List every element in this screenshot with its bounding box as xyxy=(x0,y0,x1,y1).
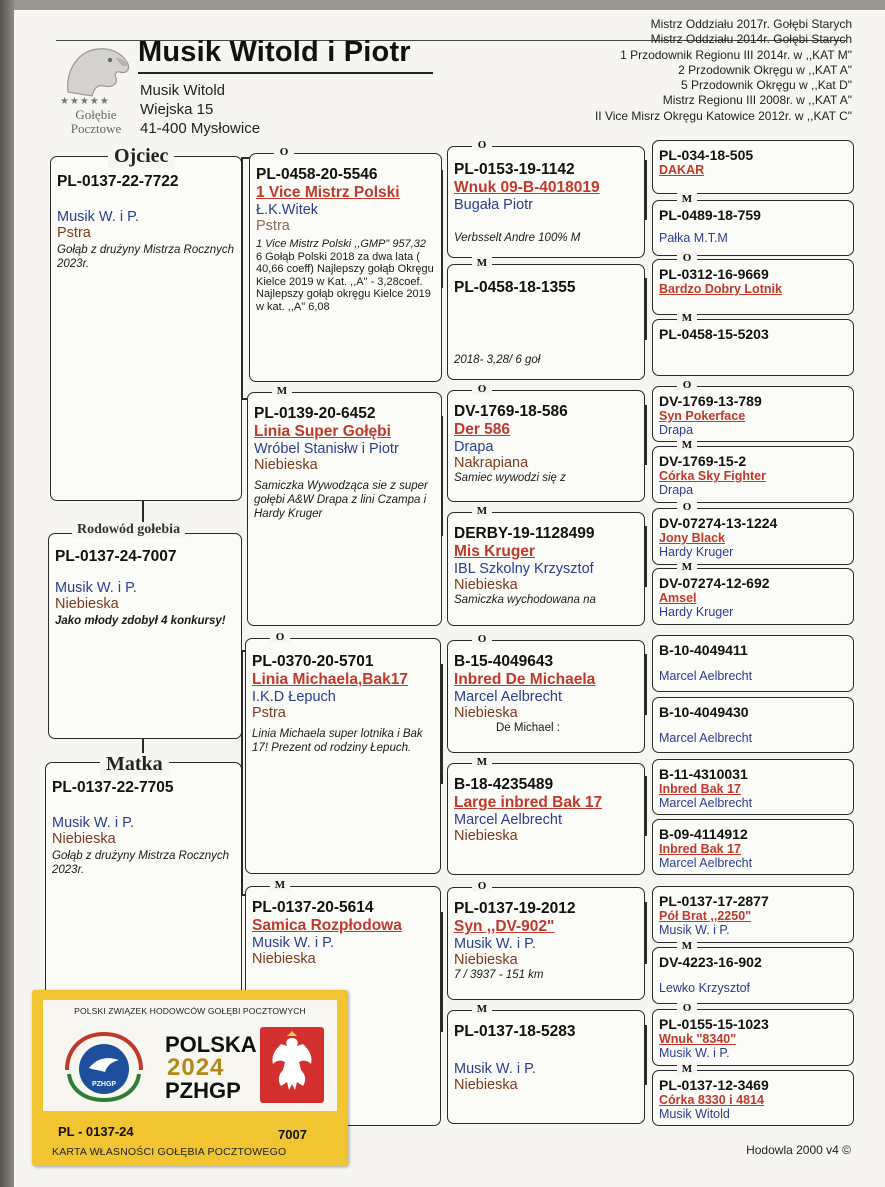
gen3-ring: DERBY-19-1128499 xyxy=(454,525,595,542)
gen2-desc: 1 Vice Mistrz Polski ,,GMP" 957,32 xyxy=(256,238,426,250)
gen3-card-3[interactable] xyxy=(447,383,645,502)
connector-line xyxy=(645,654,647,715)
gen2-ring: PL-0458-20-5546 xyxy=(256,166,378,183)
connector-line xyxy=(645,160,647,220)
female-marker: M xyxy=(472,257,492,269)
achievement-line: 1 Przodownik Regionu III 2014r. w ,,KAT M" xyxy=(620,47,852,62)
gen2-desc: Samiczka Wywodząca sie z super gołębi A&W Drapa z lini Czampa i Hardy Kruger xyxy=(254,480,428,520)
gen3-desc: Samiczka wychodowana na xyxy=(454,594,596,606)
gen3-desc: Samiec wywodzi się z xyxy=(454,472,566,484)
gen4-ring: PL-034-18-505 xyxy=(659,147,754,163)
gen4-card-15[interactable] xyxy=(652,1002,854,1066)
gen4-card-5[interactable] xyxy=(652,379,854,442)
gen3-color: Nakrapiana xyxy=(454,455,529,471)
gen4-ring: PL-0312-16-9669 xyxy=(659,266,769,282)
gen3-owner: Marcel Aelbrecht xyxy=(454,812,562,828)
connector-line xyxy=(645,278,647,340)
gen3-desc: Verbsselt Andre 100% M xyxy=(454,232,581,244)
gen4-card-11[interactable] xyxy=(652,759,854,815)
gen4-ring: PL-0155-15-1023 xyxy=(659,1016,769,1032)
gen3-nick: Syn ,,DV-902" xyxy=(454,918,555,935)
gen4-nick: Jony Black xyxy=(659,531,726,545)
gen4-card-14[interactable] xyxy=(652,940,854,1004)
gen3-color: Niebieska xyxy=(454,952,518,968)
achievement-line: 5 Przodownik Okręgu w ,,Kat D" xyxy=(681,78,852,93)
gen3-nick: Wnuk 09-B-4018019 xyxy=(454,179,600,196)
gen3-owner: Musik W. i P. xyxy=(454,1061,536,1077)
logo-text: Gołębie Pocztowe xyxy=(70,107,122,136)
male-marker: O xyxy=(472,633,492,645)
gen4-card-3[interactable] xyxy=(652,252,854,315)
gen3-card-1[interactable] xyxy=(447,139,645,258)
gen2-owner: Musik W. i P. xyxy=(252,935,334,951)
gen4-card-9[interactable] xyxy=(652,635,854,692)
gen4-card-13[interactable] xyxy=(652,886,854,943)
achievement-line: Mistrz Oddziału 2014r. Gołębi Starych xyxy=(650,32,852,47)
gen3-nick: Mis Kruger xyxy=(454,543,535,560)
gen4-owner: Marcel Aelbrecht xyxy=(659,669,753,683)
female-marker: M xyxy=(677,1063,697,1075)
pigeon-ring: PL-0137-24-7007 xyxy=(55,548,177,565)
pigeon-card[interactable] xyxy=(48,533,242,739)
gen3-owner: Marcel Aelbrecht xyxy=(454,689,562,705)
gen4-owner: Drapa xyxy=(659,423,694,437)
gen2-ring: PL-0370-20-5701 xyxy=(252,653,374,670)
card-ring-number: 7007 xyxy=(278,1127,307,1142)
father-color: Pstra xyxy=(57,225,91,241)
female-marker: M xyxy=(472,1003,492,1015)
male-marker: O xyxy=(677,1002,697,1014)
gen3-color: Niebieska xyxy=(454,1077,518,1093)
gen3-color: Niebieska xyxy=(454,705,518,721)
gen3-card-4[interactable] xyxy=(447,505,645,626)
card-panel xyxy=(43,1000,337,1111)
achievement-line: Mistrz Regionu III 2008r. w ,,KAT A" xyxy=(662,93,852,108)
gen3-ring: B-15-4049643 xyxy=(454,653,554,670)
gen3-color: Niebieska xyxy=(454,577,518,593)
gen4-ring: B-09-4114912 xyxy=(659,826,748,842)
gen4-owner: Drapa xyxy=(659,483,694,497)
pigeon-owner: Musik W. i P. xyxy=(55,580,137,596)
connector-line xyxy=(645,776,647,836)
gen3-ring: B-18-4235489 xyxy=(454,776,554,793)
female-marker: M xyxy=(677,561,697,573)
male-marker: O xyxy=(472,139,492,151)
gen3-desc: 7 / 3937 - 151 km xyxy=(454,969,544,981)
gen4-card-16[interactable] xyxy=(652,1063,854,1126)
gen3-ring: PL-0153-19-1142 xyxy=(454,161,575,178)
gen4-owner: Hardy Kruger xyxy=(659,605,734,619)
achievements-list xyxy=(595,17,852,124)
gen2-color: Pstra xyxy=(252,705,286,721)
mother-color: Niebieska xyxy=(52,831,116,847)
logo-stars: ★★★★★ xyxy=(60,96,110,107)
gen2-owner: Wróbel Stanisłw i Piotr xyxy=(254,441,399,457)
gen4-nick: Wnuk "8340" xyxy=(659,1032,737,1046)
gen4-ring: DV-1769-13-789 xyxy=(659,393,762,409)
gen4-ring: DV-1769-15-2 xyxy=(659,453,747,469)
gen4-card-6[interactable] xyxy=(652,439,854,503)
owner-address xyxy=(140,81,260,138)
polish-eagle-icon xyxy=(259,1026,325,1104)
gen3-nick: Der 586 xyxy=(454,421,511,438)
software-credit: Hodowla 2000 v4 © xyxy=(746,1143,851,1157)
male-marker: O xyxy=(677,379,697,391)
gen4-card-7[interactable] xyxy=(652,501,854,565)
female-marker: M xyxy=(472,756,492,768)
gen4-card-8[interactable] xyxy=(652,561,854,625)
gen4-ring: PL-0458-15-5203 xyxy=(659,326,769,342)
gen4-ring: B-11-4310031 xyxy=(659,766,748,782)
photo-edge-shadow xyxy=(0,0,14,1187)
gen4-card-1[interactable] xyxy=(652,140,854,194)
gen4-nick: Córka Sky Fighter xyxy=(659,469,766,483)
male-marker: O xyxy=(472,383,492,395)
gen2-nick: Linia Super Gołębi xyxy=(254,423,391,440)
gen4-nick: Amsel xyxy=(659,591,697,605)
gen4-nick: Córka 8330 i 4814 xyxy=(659,1093,764,1107)
eagle-head-icon xyxy=(56,40,136,100)
female-marker: M xyxy=(677,439,697,451)
male-marker: O xyxy=(677,501,697,513)
gen3-desc: 2018- 3,28/ 6 goł xyxy=(454,354,541,366)
gen4-nick: Inbred Bak 17 xyxy=(659,842,741,856)
male-marker: O xyxy=(274,146,294,158)
father-owner: Musik W. i P. xyxy=(57,209,139,225)
male-marker: O xyxy=(472,880,492,892)
gen4-ring: DV-4223-16-902 xyxy=(659,954,762,970)
gen2-card-1[interactable] xyxy=(249,146,442,382)
gen3-ring: PL-0458-18-1355 xyxy=(454,279,576,296)
connector-line xyxy=(441,912,443,1032)
gen3-desc: De Michael : xyxy=(496,722,560,734)
gen4-nick: Bardzo Dobry Lotnik xyxy=(659,282,782,296)
gen4-ring: PL-0137-17-2877 xyxy=(659,893,769,909)
gen3-owner: Musik W. i P. xyxy=(454,936,536,952)
gen2-nick: Samica Rozpłodowa xyxy=(252,917,402,934)
gen2-desc: Linia Michaela super lotnika i Bak 17! Prezent od rodziny Łepuch. xyxy=(252,728,423,754)
gen3-owner: IBL Szkolny Krzysztof xyxy=(454,561,594,577)
gen4-ring: PL-0137-12-3469 xyxy=(659,1077,769,1093)
gen4-owner: Musik W. i P. xyxy=(659,923,730,937)
gen3-owner: Drapa xyxy=(454,439,494,455)
gen4-owner: Marcel Aelbrecht xyxy=(659,731,753,745)
gen2-color: Niebieska xyxy=(252,951,316,967)
gen2-color: Pstra xyxy=(256,218,290,234)
pigeon-desc: Jako młody zdobył 4 konkursy! xyxy=(55,615,226,627)
gen4-owner: Musik Witold xyxy=(659,1107,730,1121)
father-card[interactable] xyxy=(50,156,242,501)
gen4-ring: DV-07274-13-1224 xyxy=(659,515,778,531)
gen2-nick: Linia Michaela,Bak17 xyxy=(252,671,408,688)
owner-name: Musik Witold xyxy=(140,82,226,99)
gen4-owner: Lewko Krzysztof xyxy=(659,981,751,995)
gen3-card-8[interactable] xyxy=(447,1003,645,1124)
male-marker: O xyxy=(677,252,697,264)
connector-line xyxy=(645,405,647,465)
logo-badge-text: PZHGP xyxy=(91,1081,117,1088)
owner-street: Wiejska 15 xyxy=(140,101,214,118)
gen2-owner: Ł.K.Witek xyxy=(256,202,319,218)
gen3-ring: PL-0137-18-5283 xyxy=(454,1023,576,1040)
gen4-nick: Syn Pokerface xyxy=(659,409,746,423)
female-marker: M xyxy=(677,312,697,324)
father-label: Ojciec xyxy=(108,145,174,168)
gen4-owner: Musik W. i P. xyxy=(659,1046,730,1060)
pigeon-color: Niebieska xyxy=(55,596,119,612)
gen4-owner: Marcel Aelbrecht xyxy=(659,856,753,870)
female-marker: M xyxy=(472,505,492,517)
pigeon-label: Rodowód gołebia xyxy=(72,522,185,538)
mother-label: Matka xyxy=(100,753,169,776)
gen3-nick: Large inbred Bak 17 xyxy=(454,794,603,811)
mother-owner: Musik W. i P. xyxy=(52,815,134,831)
gen2-desc-extra: 6 Gołąb Polski 2018 za dwa lata ( 40,66 coeff) Najlepszy gołąb Okręgu Kielce 2019 w Kat. ,,A" - 3,28coef. Najlepszy gołąb okręgu Kielce 2019 w kat. ,,A" 6,08 xyxy=(256,250,434,313)
gen4-nick: Pół Brat ,,2250" xyxy=(659,909,752,923)
achievement-line: Mistrz Oddziału 2017r. Gołębi Starych xyxy=(650,17,852,31)
achievement-line: II Vice Misrz Okręgu Katowice 2012r. w ,,KAT C" xyxy=(594,108,852,123)
gen3-card-5[interactable] xyxy=(447,633,645,753)
breeder-title: Musik Witold i Piotr xyxy=(138,36,411,68)
gen4-nick: Inbred Bak 17 xyxy=(659,782,741,796)
connector-line xyxy=(645,1025,647,1085)
gen3-ring: PL-0137-19-2012 xyxy=(454,900,576,917)
mother-card[interactable] xyxy=(45,762,242,1002)
mother-ring: PL-0137-22-7705 xyxy=(52,779,174,796)
male-marker: O xyxy=(270,631,290,643)
gen4-owner: Hardy Kruger xyxy=(659,545,734,559)
gen3-ring: DV-1769-18-586 xyxy=(454,403,568,420)
gen4-card-2[interactable] xyxy=(652,193,854,256)
father-desc: Gołąb z drużyny Mistrza Rocznych 2023r. xyxy=(57,244,235,270)
connector-line xyxy=(645,902,647,964)
gen3-card-2[interactable] xyxy=(447,257,645,380)
gen3-nick: Inbred De Michaela xyxy=(454,671,596,688)
gen3-card-7[interactable] xyxy=(447,880,645,1000)
female-marker: M xyxy=(270,879,290,891)
connector-line xyxy=(142,500,144,524)
card-year: 2024 xyxy=(167,1054,225,1081)
gen2-owner: I.K.D Łepuch xyxy=(252,689,336,705)
gen3-card-6[interactable] xyxy=(447,756,645,875)
gen4-ring: PL-0489-18-759 xyxy=(659,207,761,223)
gen4-nick: DAKAR xyxy=(659,163,705,177)
female-marker: M xyxy=(677,193,697,205)
female-marker: M xyxy=(272,385,292,397)
gen2-color: Niebieska xyxy=(254,457,318,473)
card-org-short: PZHGP xyxy=(165,1078,241,1103)
card-title: KARTA WŁASNOŚCI GOŁĘBIA POCZTOWEGO xyxy=(52,1146,287,1158)
gen2-card-3[interactable] xyxy=(245,631,441,874)
owner-city: 41-400 Mysłowice xyxy=(140,120,261,137)
gen4-card-10[interactable] xyxy=(652,697,854,753)
gen4-ring: B-10-4049430 xyxy=(659,704,749,720)
gen4-owner: Marcel Aelbrecht xyxy=(659,796,753,810)
gen2-ring: PL-0139-20-6452 xyxy=(254,405,376,422)
gen2-ring: PL-0137-20-5614 xyxy=(252,899,374,916)
gen2-nick: 1 Vice Mistrz Polski xyxy=(256,184,400,201)
gen4-card-4[interactable] xyxy=(652,312,854,376)
pzhgp-logo-icon xyxy=(59,1024,149,1104)
father-ring: PL-0137-22-7722 xyxy=(57,173,179,190)
gen4-ring: DV-07274-12-692 xyxy=(659,575,770,591)
card-org-full: POLSKI ZWIĄZEK HODOWCÓW GOŁĘBI POCZTOWYCH xyxy=(74,1006,306,1016)
gen4-owner: Pałka M.T.M xyxy=(659,231,728,245)
connector-line xyxy=(441,664,443,784)
title-underline xyxy=(138,72,433,74)
card-ring-prefix: PL - 0137-24 xyxy=(58,1124,134,1139)
card-country: POLSKA xyxy=(165,1032,257,1057)
eagle-logo xyxy=(56,40,136,136)
mother-desc: Gołąb z drużyny Mistrza Rocznych 2023r. xyxy=(52,850,230,876)
ownership-card xyxy=(32,990,348,1166)
gen2-card-2[interactable] xyxy=(247,385,442,626)
gen3-owner: Bugała Piotr xyxy=(454,197,533,213)
achievement-line: 2 Przodownik Okręgu w ,,KAT A" xyxy=(678,62,852,77)
connector-line xyxy=(645,526,647,587)
gen4-ring: B-10-4049411 xyxy=(659,642,748,658)
gen3-color: Niebieska xyxy=(454,828,518,844)
gen4-card-12[interactable] xyxy=(652,819,854,875)
female-marker: M xyxy=(677,940,697,952)
